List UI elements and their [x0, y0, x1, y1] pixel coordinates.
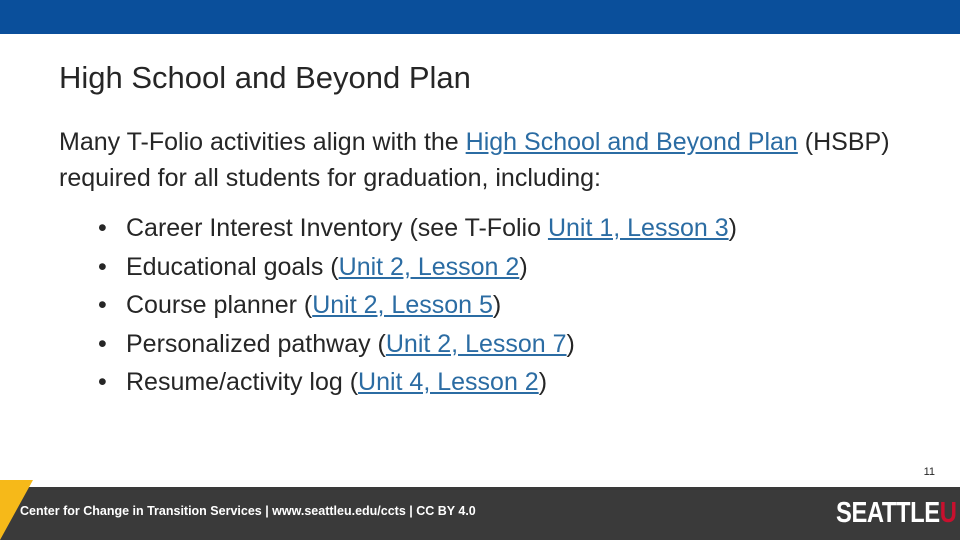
bullet-marker: • — [98, 368, 107, 397]
lesson-link[interactable]: Unit 2, Lesson 2 — [338, 252, 520, 281]
list-item — [98, 363, 737, 402]
list-item-tail: ) — [492, 291, 502, 320]
intro-text-after: (HSBP) required for all students for graduation, including: — [59, 128, 890, 192]
bullet-marker: • — [98, 329, 107, 358]
seattle-u-logo — [836, 497, 956, 530]
bullet-marker: • — [98, 291, 107, 320]
footer-credit: Center for Change in Transition Services | www.seattleu.edu/ccts | CC BY 4.0 — [20, 504, 476, 518]
list-item-text: Resume/activity log ( — [126, 368, 359, 397]
slide-title: High School and Beyond Plan — [59, 60, 471, 95]
logo-accent-text: U — [939, 497, 957, 529]
top-bar — [0, 0, 960, 34]
list-item — [98, 286, 737, 325]
list-item-tail: ) — [728, 214, 737, 242]
intro-paragraph — [59, 124, 919, 196]
list-item-text: Career Interest Inventory (see T-Folio — [126, 214, 548, 242]
lesson-link[interactable]: Unit 4, Lesson 2 — [358, 368, 539, 397]
lesson-link[interactable]: Unit 2, Lesson 5 — [312, 291, 493, 320]
bullet-marker: • — [98, 214, 107, 242]
list-item-tail: ) — [519, 252, 528, 281]
list-item-text: Personalized pathway ( — [126, 329, 386, 358]
bullet-marker: • — [98, 252, 107, 281]
list-item — [98, 209, 737, 248]
hsbp-link[interactable]: High School and Beyond Plan — [465, 128, 798, 156]
list-item-tail: ) — [538, 368, 548, 397]
list-item-text: Educational goals ( — [126, 252, 339, 281]
logo-main-text: SEATTLE — [836, 497, 940, 529]
intro-text-before: Many T-Folio activities align with the — [59, 128, 466, 156]
lesson-link[interactable]: Unit 1, Lesson 3 — [547, 214, 729, 242]
activity-list — [98, 209, 737, 402]
list-item-tail: ) — [566, 329, 575, 358]
list-item-text: Course planner ( — [126, 291, 313, 320]
list-item — [98, 248, 737, 287]
lesson-link[interactable]: Unit 2, Lesson 7 — [385, 329, 567, 358]
page-number: 11 — [923, 466, 935, 478]
list-item — [98, 325, 737, 364]
